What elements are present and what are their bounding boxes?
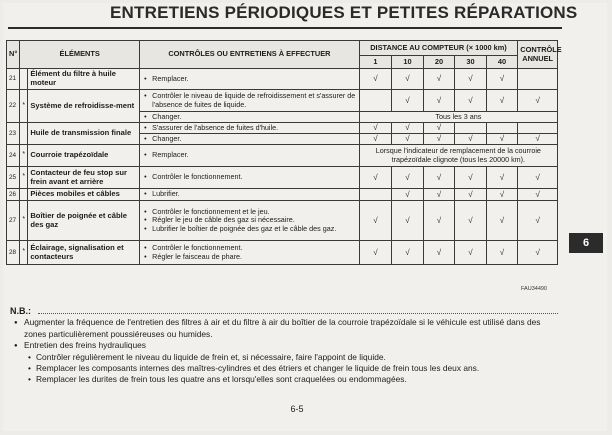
empty-cell xyxy=(518,123,558,134)
check-mark: √ xyxy=(392,69,424,90)
check-mark: √ xyxy=(518,134,558,145)
row-element: Éclairage, signalisation et contacteurs xyxy=(28,241,140,265)
notes-divider xyxy=(38,313,558,314)
check-mark: √ xyxy=(455,201,487,241)
row-controls xyxy=(140,145,360,167)
header-km-1: 1 xyxy=(359,56,392,69)
check-mark: √ xyxy=(518,167,558,189)
table-row xyxy=(7,69,558,90)
row-controls xyxy=(140,189,360,201)
check-mark: √ xyxy=(392,123,424,134)
check-mark: √ xyxy=(359,134,392,145)
check-mark: √ xyxy=(423,201,455,241)
check-mark: √ xyxy=(486,201,518,241)
check-mark: √ xyxy=(486,134,518,145)
title-underline xyxy=(8,27,562,29)
control-item: • Changer. xyxy=(142,113,357,121)
check-mark: √ xyxy=(392,241,424,265)
empty-cell xyxy=(359,90,392,112)
empty-cell xyxy=(455,123,487,134)
table-row xyxy=(7,189,558,201)
empty-cell xyxy=(486,123,518,134)
control-item: • Remplacer. xyxy=(142,75,357,83)
control-item: • Régler le jeu de câble des gaz si nécessaire. xyxy=(142,216,357,224)
notes-label: N.B.: xyxy=(10,306,31,316)
header-km-10: 10 xyxy=(392,56,424,69)
note-sub-item: • Remplacer les composants internes des maîtres-cylindres et des étriers et changer le liquide de frein tous les deux ans. xyxy=(12,363,564,374)
maintenance-table xyxy=(6,40,562,265)
row-element: Élément du filtre à huile moteur xyxy=(28,69,140,90)
row-controls xyxy=(140,112,360,123)
row-controls xyxy=(140,69,360,90)
check-mark: √ xyxy=(359,167,392,189)
check-mark: √ xyxy=(392,90,424,112)
header-km-20: 20 xyxy=(423,56,455,69)
check-mark: √ xyxy=(518,189,558,201)
empty-cell xyxy=(359,189,392,201)
check-mark: √ xyxy=(423,90,455,112)
row-star xyxy=(20,189,28,201)
control-item: • S'assurer de l'absence de fuites d'huile. xyxy=(142,124,357,132)
header-no: N° xyxy=(7,41,20,69)
row-number: 21 xyxy=(7,69,20,90)
table-row xyxy=(7,123,558,134)
row-number: 28 xyxy=(7,241,20,265)
row-star: * xyxy=(20,167,28,189)
check-mark: √ xyxy=(392,167,424,189)
check-mark: √ xyxy=(455,241,487,265)
check-mark: √ xyxy=(518,241,558,265)
control-item: • Contrôler le fonctionnement. xyxy=(142,173,357,181)
empty-cell xyxy=(518,69,558,90)
row-star xyxy=(20,123,28,145)
check-mark: √ xyxy=(455,90,487,112)
check-mark: √ xyxy=(455,134,487,145)
check-mark: √ xyxy=(423,189,455,201)
row-number: 23 xyxy=(7,123,20,145)
header-km-30: 30 xyxy=(455,56,487,69)
row-controls xyxy=(140,167,360,189)
row-number: 25 xyxy=(7,167,20,189)
check-mark: √ xyxy=(455,189,487,201)
note-item: ● Augmenter la fréquence de l'entretien des filtres à air et du filtre à air du boîtier de la courroie trapézoïdale si le véhicule est utilisé dans des zones particulièrement poussiéreuses ou humides. xyxy=(12,317,564,340)
check-mark: √ xyxy=(486,69,518,90)
control-item: • Contrôler le fonctionnement. xyxy=(142,244,357,252)
check-mark: √ xyxy=(359,69,392,90)
row-number: 22 xyxy=(7,90,20,123)
row-star: * xyxy=(20,145,28,167)
table-row xyxy=(7,145,558,167)
row-controls xyxy=(140,123,360,134)
note-sub-item: • Contrôler régulièrement le niveau du liquide de frein et, si nécessaire, faire l'appoint de liquide. xyxy=(12,352,564,363)
control-item: • Lubrifier le boîtier de poignée des gaz et le câble des gaz. xyxy=(142,225,357,233)
check-mark: √ xyxy=(486,189,518,201)
control-item: • Contrôler le fonctionnement et le jeu. xyxy=(142,208,357,216)
check-mark: √ xyxy=(423,134,455,145)
control-item: • Contrôler le niveau de liquide de refroidissement et s'assurer de l'absence de fuites de liquide. xyxy=(142,92,357,109)
row-controls xyxy=(140,201,360,241)
check-mark: √ xyxy=(423,69,455,90)
row-controls xyxy=(140,90,360,112)
row-number: 27 xyxy=(7,201,20,241)
check-mark: √ xyxy=(359,123,392,134)
notes-block xyxy=(12,317,564,385)
figure-reference: FAU34490 xyxy=(521,286,547,292)
header-distance: DISTANCE AU COMPTEUR (× 1000 km) xyxy=(359,41,518,56)
check-mark: √ xyxy=(486,241,518,265)
note-item: ● Entretien des freins hydrauliques xyxy=(12,340,564,352)
row-element: Système de refroidisse-ment xyxy=(28,90,140,123)
page-title: ENTRETIENS PÉRIODIQUES ET PETITES RÉPARATIONS xyxy=(110,3,578,22)
check-mark: √ xyxy=(423,123,455,134)
check-mark: √ xyxy=(392,189,424,201)
note-sub-item: • Remplacer les durites de frein tous les quatre ans et lorsqu'elles sont craquelées ou endommagées. xyxy=(12,374,564,385)
control-item: • Changer. xyxy=(142,135,357,143)
header-km-40: 40 xyxy=(486,56,518,69)
row-star: * xyxy=(20,201,28,241)
interval-note: Tous les 3 ans xyxy=(359,112,557,123)
table-row xyxy=(7,241,558,265)
check-mark: √ xyxy=(486,167,518,189)
check-mark: √ xyxy=(423,167,455,189)
row-element: Courroie trapézoïdale xyxy=(28,145,140,167)
check-mark: √ xyxy=(518,90,558,112)
table-row xyxy=(7,90,558,112)
header-controls: CONTRÔLES OU ENTRETIENS À EFFECTUER xyxy=(140,41,360,69)
check-mark: √ xyxy=(392,201,424,241)
row-element: Huile de transmission finale xyxy=(28,123,140,145)
page-number: 6-5 xyxy=(290,404,304,414)
table-row xyxy=(7,201,558,241)
row-star xyxy=(20,69,28,90)
chapter-tab: 6 xyxy=(569,233,603,253)
row-element: Boîtier de poignée et câble des gaz xyxy=(28,201,140,241)
row-controls xyxy=(140,134,360,145)
interval-note: Lorsque l'indicateur de remplacement de la courroie trapézoïdale clignote (tous les 20000 km). xyxy=(359,145,557,167)
row-element: Pièces mobiles et câbles xyxy=(28,189,140,201)
header-annual: CONTRÔLE ANNUEL xyxy=(518,41,558,69)
check-mark: √ xyxy=(423,241,455,265)
row-star: * xyxy=(20,241,28,265)
check-mark: √ xyxy=(486,90,518,112)
control-item: • Remplacer. xyxy=(142,151,357,159)
row-star: * xyxy=(20,90,28,123)
control-item: • Régler le faisceau de phare. xyxy=(142,253,357,261)
check-mark: √ xyxy=(455,69,487,90)
check-mark: √ xyxy=(359,201,392,241)
check-mark: √ xyxy=(359,241,392,265)
row-number: 26 xyxy=(7,189,20,201)
row-controls xyxy=(140,241,360,265)
header-elements: ÉLÉMENTS xyxy=(20,41,140,69)
row-element: Contacteur de feu stop sur frein avant et arrière xyxy=(28,167,140,189)
row-number: 24 xyxy=(7,145,20,167)
check-mark: √ xyxy=(455,167,487,189)
check-mark: √ xyxy=(392,134,424,145)
control-item: • Lubrifier. xyxy=(142,190,357,198)
check-mark: √ xyxy=(518,201,558,241)
table-row xyxy=(7,167,558,189)
